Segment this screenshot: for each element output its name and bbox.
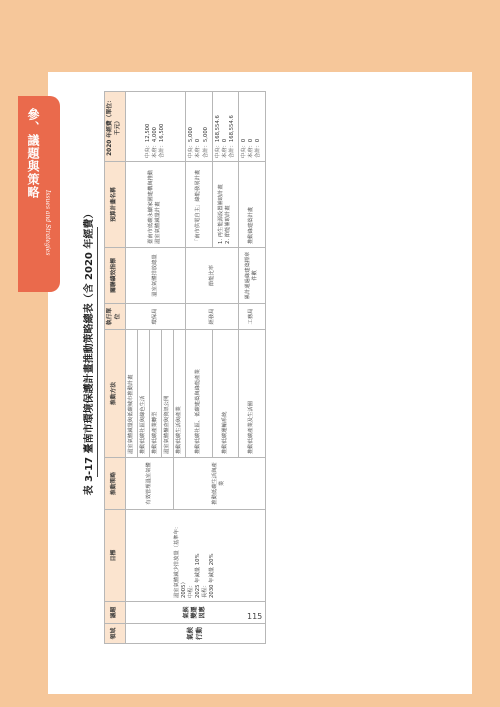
strategy-table xyxy=(104,91,266,644)
unit-cell: 工務局 xyxy=(239,304,265,330)
section-tab xyxy=(18,96,60,292)
plan-cell: 推動綠建築計畫 xyxy=(239,162,265,248)
method-cell: 推動低碳產業轉型 xyxy=(149,330,161,458)
plan-cell: 1. 再生能源設置補助計畫 2. 節能補助計畫 xyxy=(212,162,238,248)
table-caption: 表 3-17 臺南市環境保護計畫推動策略總表（含 2020 年經費） xyxy=(80,132,95,572)
method-cell: 推動低碳社區、低碳建築與綠能產業 xyxy=(186,330,212,458)
unit-cell: 環保局 xyxy=(125,304,186,330)
budget-cell: 中央：5,000 本府：0 合計：5,000 xyxy=(186,92,212,162)
header-budget: 2020 年經費（單位：千元） xyxy=(105,92,126,162)
domain-cell: 氣候行動 xyxy=(125,624,265,644)
goal-cell: 溫室氣體減少排放量（基準年：2005） 中程： 2025 年減量 10% 長程： 2030 年減量 20% xyxy=(125,510,265,602)
budget-cell: 中央：12,500 本府：4,000 合計：16,500 xyxy=(125,92,186,162)
indicator-cell: 溫室氣體排放總量 xyxy=(125,248,186,304)
rotated-table-area xyxy=(78,92,434,652)
header-unit: 執行單位 xyxy=(105,304,126,330)
header-issue: 議題 xyxy=(105,602,126,624)
header-method: 推動方法 xyxy=(105,330,126,458)
plan-cell: 「南市供電自主」綠能發展計畫 xyxy=(186,162,212,248)
unit-cell: 經發局 xyxy=(186,304,239,330)
indicator-cell: 累計通過綠建築標章件數 xyxy=(239,248,265,304)
header-strategy: 推動策略 xyxy=(105,458,126,510)
header-domain: 領域 xyxy=(105,624,126,644)
page-number: 115 xyxy=(247,612,263,621)
issue-cell: 氣候變遷因應 xyxy=(125,602,265,624)
plan-cell: 臺南市低碳永續家園建構與推動溫室氣體減量計畫 xyxy=(125,162,186,248)
section-subtitle: Issues and Strategies xyxy=(44,190,51,256)
budget-cell: 中央：0 本府：0 合計：0 xyxy=(239,92,265,162)
header-plan: 預算計畫名稱 xyxy=(105,162,126,248)
table-header-row xyxy=(105,92,126,644)
method-cell: 溫室氣體盤查與資訊公開 xyxy=(162,330,174,458)
method-cell: 溫室氣體減量與低碳城市推動計畫 xyxy=(125,330,137,458)
strategy-cell: 推動低碳生活與產業 xyxy=(174,458,265,510)
method-cell: 推動低碳生活與產業 xyxy=(174,330,186,458)
budget-cell: 中央：168,554.6 本府：0 合計：168,554.6 xyxy=(212,92,238,162)
method-cell: 推動低碳社區與綠色生活 xyxy=(137,330,149,458)
header-goal: 目標 xyxy=(105,510,126,602)
method-cell: 推動低碳產業及生活圈 xyxy=(239,330,265,458)
table-row xyxy=(125,92,137,644)
strategy-cell: 有效管理溫室氣體 xyxy=(125,458,174,510)
indicator-cell: 節能比率 xyxy=(186,248,239,304)
method-cell: 推動低碳運輸系統 xyxy=(212,330,238,458)
section-title: 參、議題與策略 xyxy=(26,108,40,199)
header-indicator: 關聯績效指標 xyxy=(105,248,126,304)
